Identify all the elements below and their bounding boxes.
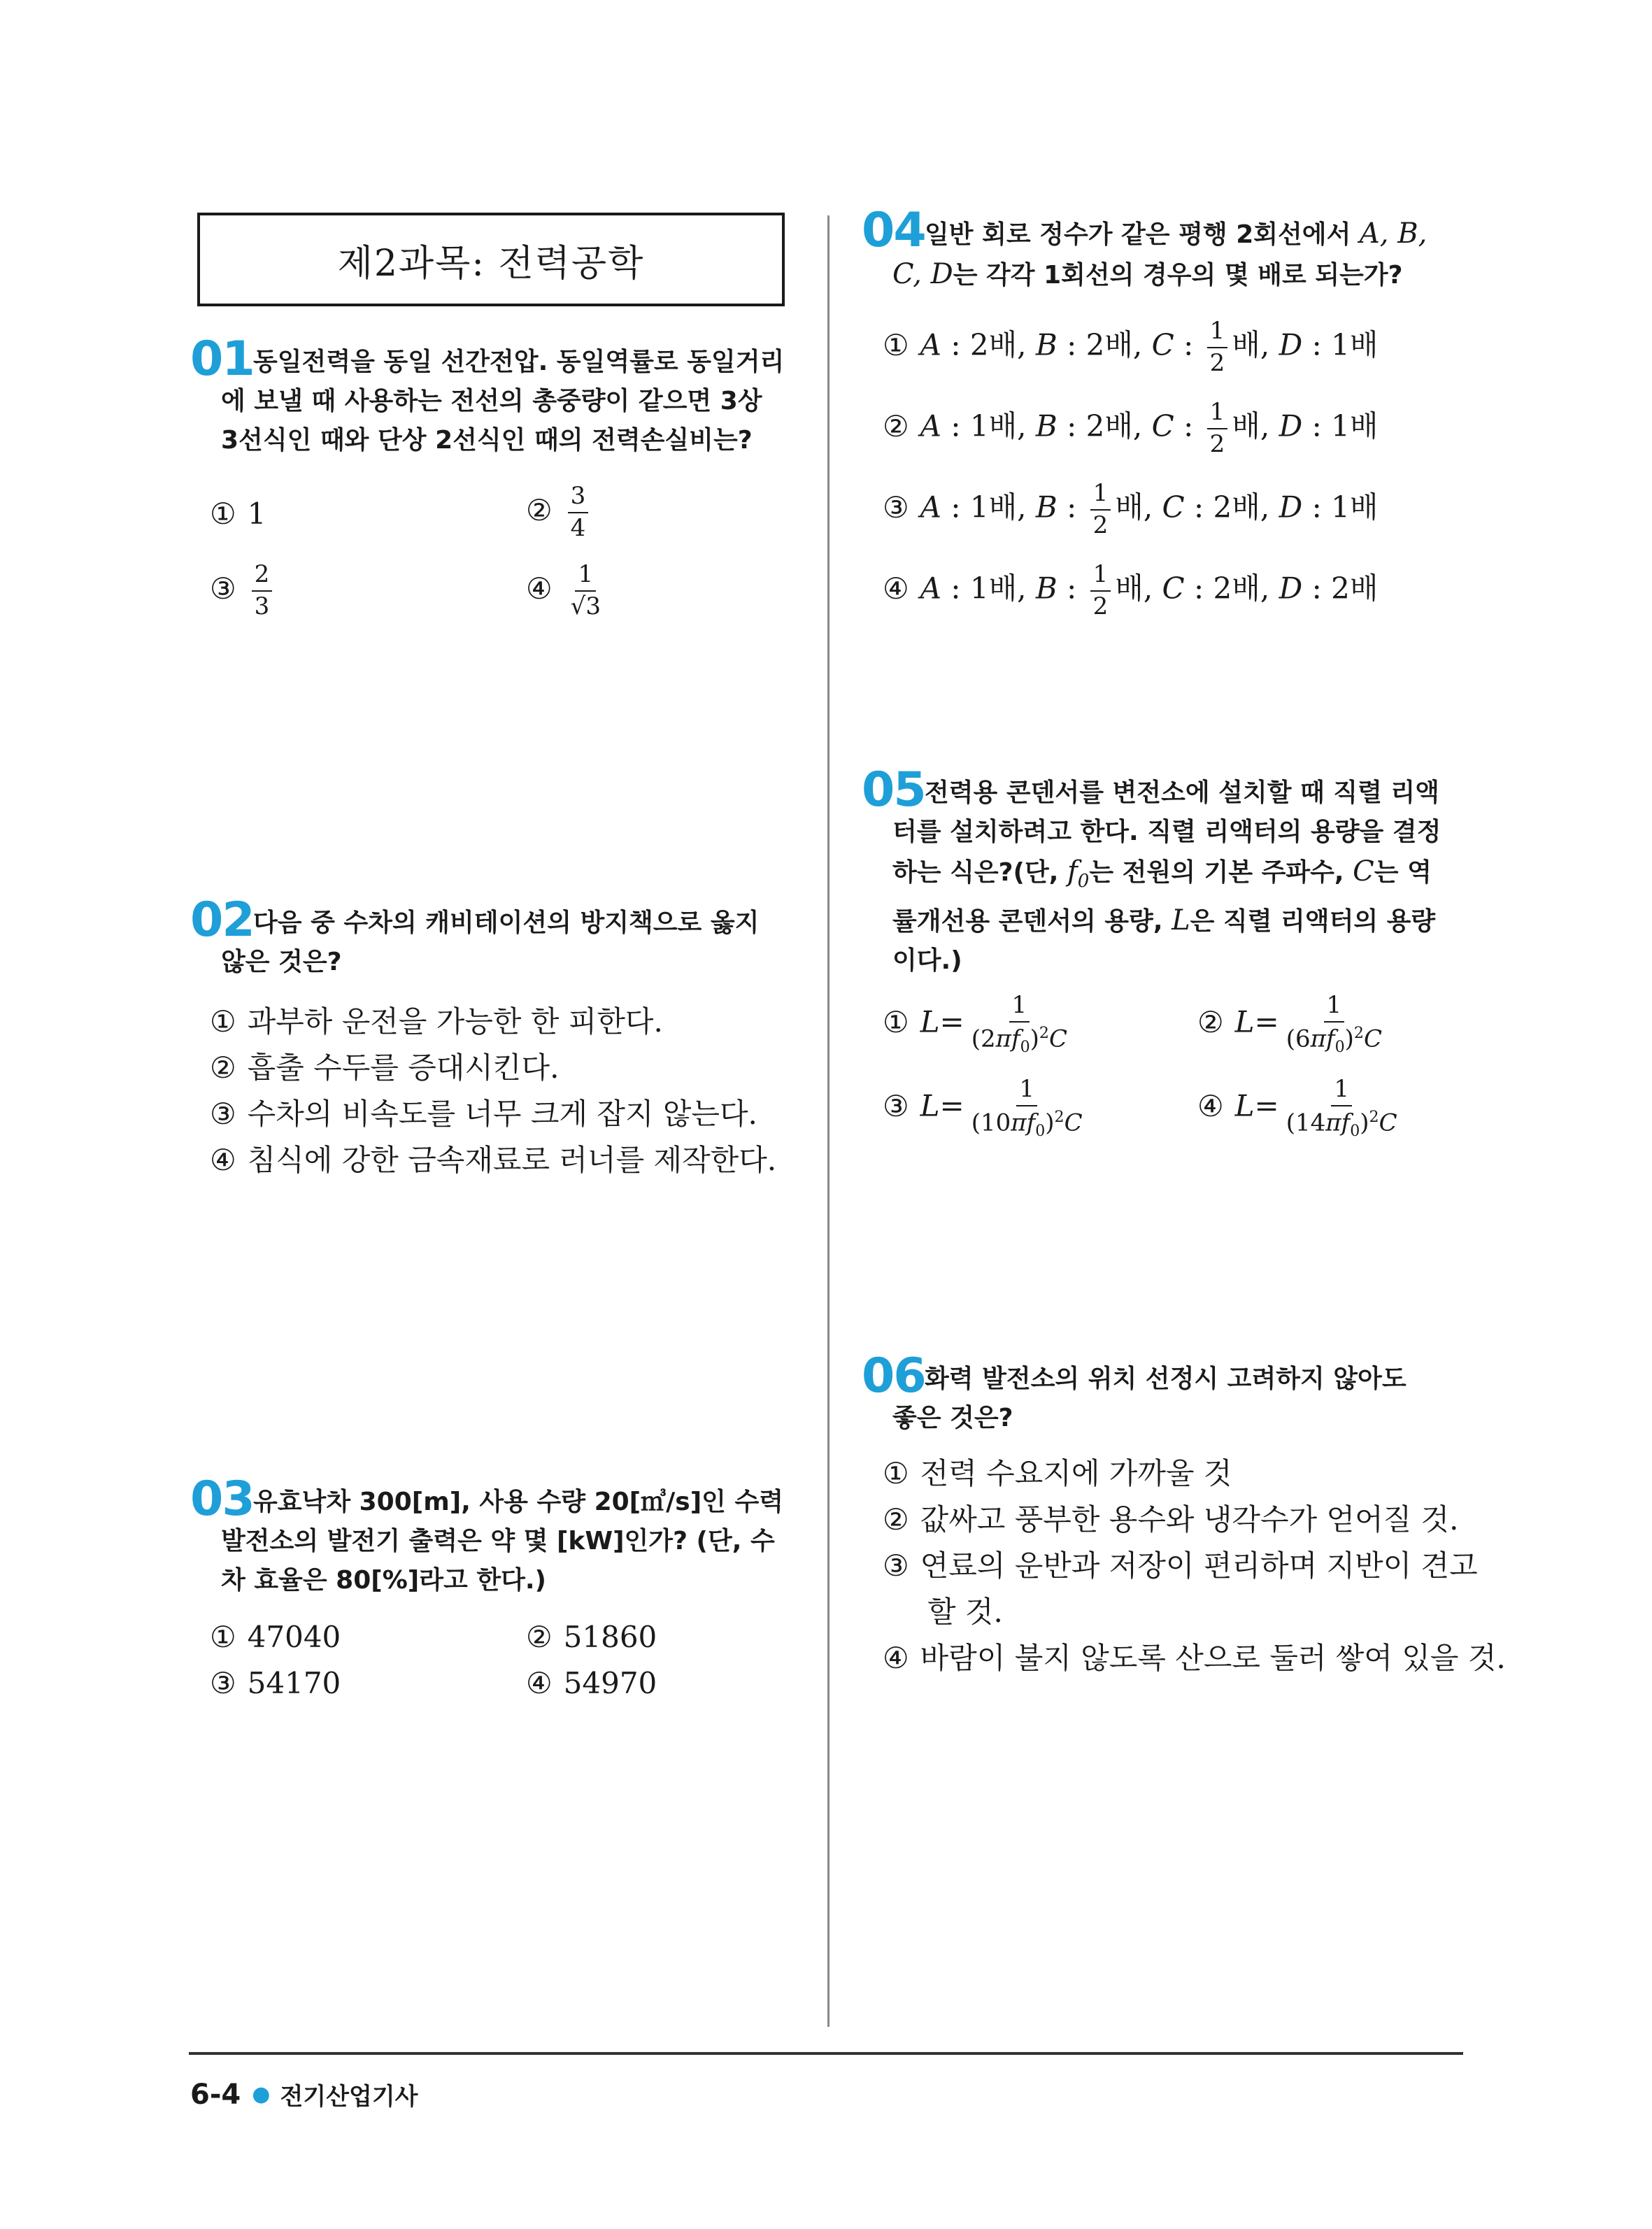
option-mark: ③ xyxy=(883,490,909,525)
option-mark: ① xyxy=(210,1620,236,1654)
option-text: 54970 xyxy=(563,1666,657,1700)
value-a: 1배, xyxy=(969,571,1027,606)
option-mark: ③ xyxy=(210,1097,236,1131)
question-line: 률개선용 콘덴서의 용량, xyxy=(892,907,1163,936)
option-1[interactable]: ① A : 2배, B : 2배, C : $\frac{1}{2}$ 배, D : 1배 xyxy=(883,317,1379,377)
question-line: 전력용 콘덴서를 변전소에 설치할 때 직렬 리액 xyxy=(925,778,1439,807)
denominator: 3 xyxy=(254,592,270,620)
option-text: 연료의 운반과 저장이 편리하며 지반이 견고 xyxy=(920,1548,1478,1583)
subject-title: 제2과목: 전력공학 xyxy=(197,213,785,306)
question-text xyxy=(221,343,806,460)
option-2[interactable] xyxy=(526,484,592,541)
question-line: 유효낙차 300[m], 사용 수량 20[㎥/s]인 수력 xyxy=(253,1488,784,1516)
question-number: 02 xyxy=(190,892,254,948)
option-1[interactable] xyxy=(210,499,266,529)
question-line: 좋은 것은? xyxy=(892,1404,1013,1432)
option-mark: ② xyxy=(1197,1004,1224,1039)
numerator: 3 xyxy=(568,484,589,513)
denominator: 2 xyxy=(1209,429,1225,458)
question-number: 04 xyxy=(862,203,925,258)
question-number: 03 xyxy=(190,1472,254,1527)
fraction: $\frac{1}{(14\pi f_0)^2C}$ xyxy=(1286,1075,1397,1140)
fraction xyxy=(252,562,273,619)
fraction xyxy=(1207,319,1228,376)
option-mark: ① xyxy=(210,497,236,531)
option-4[interactable] xyxy=(883,1641,1506,1675)
option-mark: ④ xyxy=(210,1143,236,1177)
value-d: 2배 xyxy=(1331,571,1379,606)
option-mark: ③ xyxy=(210,571,236,606)
option-2[interactable] xyxy=(526,1620,657,1654)
option-2[interactable]: ② A : 1배, B : 2배, C : $\frac{1}{2}$ 배, D : 1배 xyxy=(883,398,1379,458)
denominator: 2 xyxy=(1209,348,1225,377)
value-a: 2배, xyxy=(969,327,1027,362)
fraction xyxy=(568,484,589,541)
question-text xyxy=(892,214,1477,295)
question-line: 일반 회로 정수가 같은 평행 2회선에서 xyxy=(925,220,1351,249)
question-text: 전력용 콘덴서를 변전소에 설치할 때 직렬 리액 터를 설치하려고 한다. 직렬 리액터의 용량을 결정 하는 식은?(단, $f_0$는 전원의 기본 주파수, C는 역 률개선용 콘덴서의 용량, L은 직렬 리액터의 용량 이다.) xyxy=(925,774,1477,981)
denominator: √3 xyxy=(570,592,601,620)
denominator: 4 xyxy=(570,513,586,542)
column-divider xyxy=(827,215,829,2027)
question-line: 차 효율은 80[%]라고 한다.) xyxy=(221,1566,547,1595)
option-mark: ③ xyxy=(883,1088,909,1123)
question-line: 발전소의 발전기 출력은 약 몇 [kW]인가? (단, 수 xyxy=(221,1527,775,1555)
option-mark: ④ xyxy=(883,1641,909,1675)
fraction xyxy=(1090,562,1111,619)
option-mark: ③ xyxy=(210,1666,236,1700)
question-text xyxy=(221,904,806,982)
option-1[interactable] xyxy=(210,1620,341,1654)
option-text: 전력 수요지에 가까울 것 xyxy=(920,1456,1232,1490)
option-3-continued xyxy=(927,1597,1003,1627)
option-text: 47040 xyxy=(247,1620,341,1654)
option-4[interactable] xyxy=(210,1143,777,1177)
option-mark: ② xyxy=(526,1620,553,1654)
math-vars: C, D xyxy=(892,258,953,290)
question-text xyxy=(892,1360,1477,1438)
option-mark: ② xyxy=(210,1051,236,1085)
question-line: 3선식인 때와 단상 2선식인 때의 전력손실비는? xyxy=(221,426,753,455)
option-1[interactable] xyxy=(210,1004,663,1039)
option-4[interactable] xyxy=(526,1666,657,1700)
option-4[interactable]: ④ A : 1배, B : $\frac{1}{2}$ 배, C : 2배, D : 2배 xyxy=(883,560,1379,620)
option-4[interactable]: ④ L= $\frac{1}{(14\pi f_0)^2C}$ xyxy=(1197,1077,1404,1139)
option-text: 수차의 비속도를 너무 크게 잡지 않는다. xyxy=(247,1097,757,1131)
footer-rule xyxy=(189,2052,1463,2055)
question-line: 화력 발전소의 위치 선정시 고려하지 않아도 xyxy=(925,1365,1407,1393)
question-line: 동일전력을 동일 선간전압. 동일역률로 동일거리 xyxy=(253,348,785,376)
value-d: 1배 xyxy=(1331,408,1379,443)
option-3[interactable] xyxy=(883,1548,1478,1583)
question-line: 는 역 xyxy=(1374,858,1432,887)
numerator: 1 xyxy=(1090,481,1111,511)
option-1[interactable]: ① L= $\frac{1}{(2\pi f_0)^2C}$ xyxy=(883,993,1074,1055)
coefficient: 14 xyxy=(1295,1109,1326,1137)
option-mark: ① xyxy=(883,327,909,362)
fraction: $\frac{1}{(2\pi f_0)^2C}$ xyxy=(971,991,1067,1056)
denominator: 2 xyxy=(1092,592,1109,620)
footer xyxy=(190,2077,418,2112)
coefficient: 6 xyxy=(1295,1025,1311,1053)
question-line: 에 보낼 때 사용하는 전선의 총중량이 같으면 3상 xyxy=(221,387,762,415)
option-text: 흡출 수두를 증대시킨다. xyxy=(247,1051,560,1085)
option-3[interactable] xyxy=(210,562,276,619)
question-line: 하는 식은?(단, xyxy=(892,858,1059,887)
value-c: 배, xyxy=(1232,327,1270,362)
option-2[interactable] xyxy=(883,1502,1459,1537)
question-line: 는 전원의 기본 주파수, xyxy=(1089,858,1344,887)
fraction xyxy=(1090,481,1111,538)
option-mark: ④ xyxy=(526,571,553,606)
fraction: $\frac{1}{(6\pi f_0)^2C}$ xyxy=(1286,991,1382,1056)
value-b: 배, xyxy=(1115,571,1153,606)
option-3[interactable]: ③ L= $\frac{1}{(10\pi f_0)^2C}$ xyxy=(883,1077,1090,1139)
value-c: 2배, xyxy=(1213,571,1270,606)
option-mark: ④ xyxy=(526,1666,553,1700)
option-mark: ① xyxy=(883,1004,909,1039)
question-number: 05 xyxy=(862,762,925,818)
fraction: $\frac{1}{(10\pi f_0)^2C}$ xyxy=(971,1075,1083,1140)
option-text: 과부하 운전을 가능한 한 피한다. xyxy=(247,1004,663,1039)
option-3[interactable] xyxy=(210,1099,757,1129)
numerator: 1 xyxy=(1090,562,1111,592)
question-line: 다음 중 수차의 캐비테이션의 방지책으로 옳지 xyxy=(253,909,760,937)
option-mark: ④ xyxy=(883,571,909,606)
option-text: 54170 xyxy=(247,1666,341,1700)
numerator: 2 xyxy=(252,562,273,592)
coefficient: 2 xyxy=(981,1025,996,1053)
math-vars: A, B, xyxy=(1359,218,1427,250)
value-d: 1배 xyxy=(1331,490,1379,525)
question-number: 06 xyxy=(862,1348,925,1404)
option-text: 값싸고 풍부한 용수와 냉각수가 얻어질 것. xyxy=(920,1502,1459,1537)
option-mark: ④ xyxy=(1197,1088,1224,1123)
fraction xyxy=(568,562,604,619)
option-4[interactable] xyxy=(526,562,608,619)
value-b: 2배, xyxy=(1085,408,1143,443)
option-3[interactable]: ③ A : 1배, B : $\frac{1}{2}$ 배, C : 2배, D : 1배 xyxy=(883,479,1379,539)
option-text: 1 xyxy=(247,497,266,531)
coefficient: 10 xyxy=(981,1109,1011,1137)
book-title: 전기산업기사 xyxy=(280,2083,418,2111)
question-line: 은 직렬 리액터의 용량 xyxy=(1190,907,1436,936)
option-text: 할 것. xyxy=(927,1595,1003,1629)
question-line: 터를 설치하려고 한다. 직렬 리액터의 용량을 결정 xyxy=(892,818,1441,846)
option-1[interactable] xyxy=(883,1456,1232,1490)
value-d: 1배 xyxy=(1331,327,1379,362)
question-line: 는 각각 1회선의 경우의 몇 배로 되는가? xyxy=(953,261,1403,290)
value-a: 1배, xyxy=(969,408,1027,443)
option-text: 51860 xyxy=(563,1620,657,1654)
option-mark: ③ xyxy=(883,1548,909,1583)
option-mark: ② xyxy=(883,1502,909,1537)
option-2[interactable]: ② L= $\frac{1}{(6\pi f_0)^2C}$ xyxy=(1197,993,1389,1055)
fraction xyxy=(1207,400,1228,457)
option-mark: ① xyxy=(883,1456,909,1490)
numerator: 1 xyxy=(1207,319,1228,348)
value-b: 배, xyxy=(1115,490,1153,525)
page-number: 6-4 xyxy=(190,2078,241,2111)
value-c: 2배, xyxy=(1213,490,1270,525)
bullet-dot-icon: ● xyxy=(252,2082,271,2107)
option-mark: ② xyxy=(526,492,553,527)
option-mark: ① xyxy=(210,1004,236,1039)
value-c: 배, xyxy=(1232,408,1270,443)
numerator: 1 xyxy=(1207,400,1228,429)
question-number: 01 xyxy=(190,332,254,387)
option-mark: ② xyxy=(883,408,909,443)
numerator: 1 xyxy=(575,562,596,592)
value-a: 1배, xyxy=(969,490,1027,525)
question-text xyxy=(221,1483,806,1600)
option-3[interactable] xyxy=(210,1666,341,1700)
question-line: 이다.) xyxy=(892,946,962,975)
question-line: 않은 것은? xyxy=(221,948,342,976)
option-text: 바람이 불지 않도록 산으로 둘러 쌓여 있을 것. xyxy=(920,1641,1506,1675)
option-text: 침식에 강한 금속재료로 러너를 제작한다. xyxy=(247,1143,777,1177)
option-2[interactable] xyxy=(210,1053,559,1083)
denominator: 2 xyxy=(1092,511,1109,539)
value-b: 2배, xyxy=(1085,327,1143,362)
